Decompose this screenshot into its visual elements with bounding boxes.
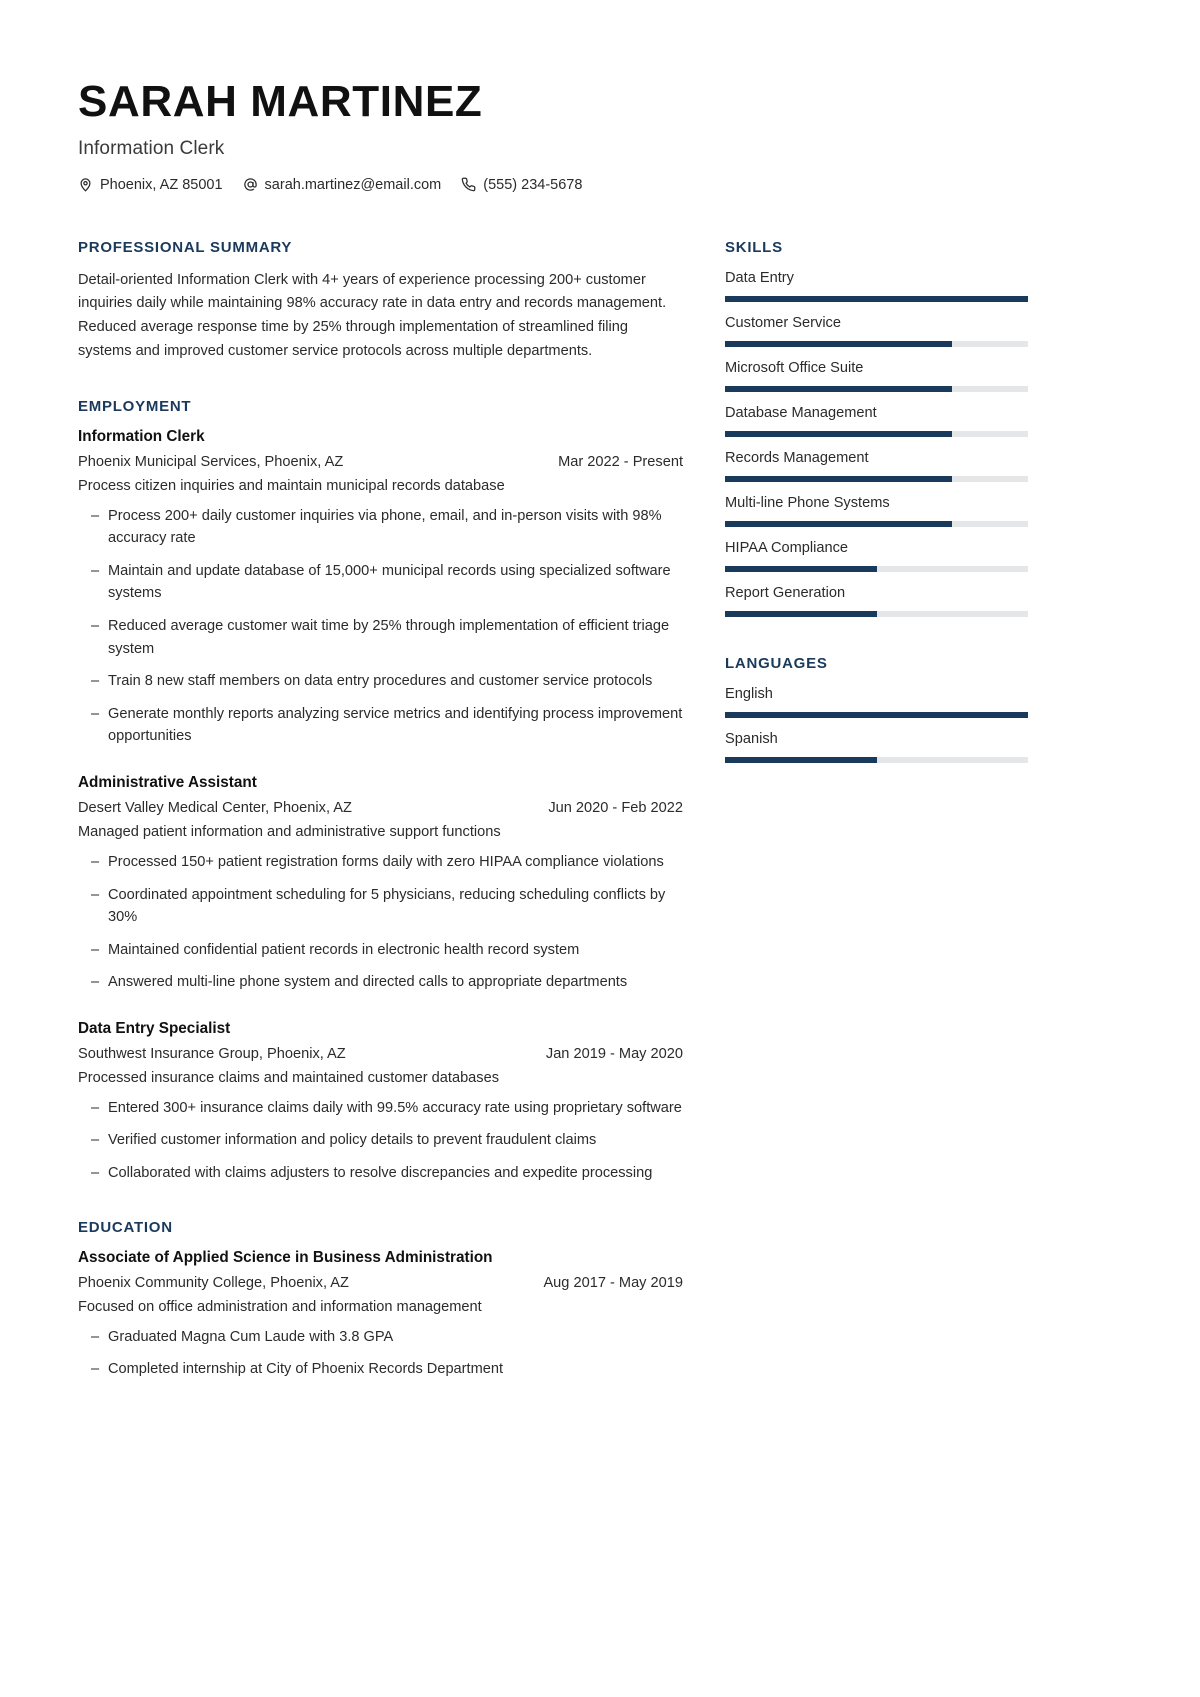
skill-bar-fill bbox=[725, 566, 877, 572]
at-sign-icon bbox=[243, 177, 258, 192]
skill-item bbox=[725, 405, 1028, 437]
employment-entry bbox=[78, 774, 683, 994]
education-entry-bullets bbox=[78, 1326, 683, 1381]
section-heading-summary: PROFESSIONAL SUMMARY bbox=[78, 238, 293, 256]
employment-entry-description: Process citizen inquiries and maintain municipal records database bbox=[78, 477, 505, 494]
section-heading-employment: EMPLOYMENT bbox=[78, 397, 192, 415]
employment-entry-dates: Mar 2022 - Present bbox=[558, 453, 683, 470]
language-label: English bbox=[725, 685, 773, 702]
employment-entry-description: Processed insurance claims and maintained customer databases bbox=[78, 1069, 500, 1086]
skill-label: Data Entry bbox=[725, 269, 794, 286]
list-item: – Maintain and update database of 15,000+ municipal records using specialized software systems bbox=[78, 560, 683, 605]
skill-bar-track bbox=[725, 386, 1028, 392]
skill-bar-fill bbox=[725, 476, 952, 482]
skill-item bbox=[725, 450, 1028, 482]
main-column bbox=[78, 239, 683, 1381]
education-entry-title: Associate of Applied Science in Business Administration bbox=[78, 1248, 493, 1266]
employment-entry bbox=[78, 1020, 683, 1185]
skill-bar-track bbox=[725, 296, 1028, 302]
contact-row bbox=[78, 177, 1028, 193]
list-item: – Train 8 new staff members on data entry procedures and customer service protocols bbox=[78, 670, 683, 693]
skill-item bbox=[725, 315, 1028, 347]
skill-label: Report Generation bbox=[725, 584, 846, 601]
contact-email bbox=[243, 177, 442, 193]
skill-bar-fill bbox=[725, 521, 952, 527]
language-bar-track bbox=[725, 712, 1028, 718]
contact-location bbox=[78, 177, 223, 193]
education-entry-organization: Phoenix Community College, Phoenix, AZ bbox=[78, 1274, 349, 1291]
list-item: – Answered multi-line phone system and directed calls to appropriate departments bbox=[78, 971, 683, 994]
employment-entry-meta bbox=[78, 454, 683, 470]
language-item bbox=[725, 686, 1028, 718]
location-pin-icon bbox=[78, 177, 93, 192]
skill-item bbox=[725, 540, 1028, 572]
contact-phone bbox=[461, 177, 582, 193]
skill-bar-fill bbox=[725, 431, 952, 437]
section-heading-languages: LANGUAGES bbox=[725, 654, 828, 672]
list-item: – Processed 150+ patient registration forms daily with zero HIPAA compliance violations bbox=[78, 851, 683, 874]
language-label: Spanish bbox=[725, 730, 778, 747]
employment-entry-bullets bbox=[78, 1097, 683, 1185]
list-item: – Coordinated appointment scheduling for 5 physicians, reducing scheduling conflicts by 30% bbox=[78, 884, 683, 929]
language-item bbox=[725, 731, 1028, 763]
section-skills bbox=[725, 239, 1028, 617]
language-bar-fill bbox=[725, 712, 1028, 718]
language-bar-track bbox=[725, 757, 1028, 763]
list-item: – Process 200+ daily customer inquiries via phone, email, and in-person visits with 98% accuracy rate bbox=[78, 505, 683, 550]
skill-bar-track bbox=[725, 341, 1028, 347]
skill-bar-track bbox=[725, 431, 1028, 437]
skill-bar-fill bbox=[725, 341, 952, 347]
list-item: – Generate monthly reports analyzing service metrics and identifying process improvement opportunities bbox=[78, 703, 683, 748]
skill-label: Customer Service bbox=[725, 314, 841, 331]
list-item: – Collaborated with claims adjusters to resolve discrepancies and expedite processing bbox=[78, 1162, 683, 1185]
skill-label: Database Management bbox=[725, 404, 877, 421]
employment-entry-title: Data Entry Specialist bbox=[78, 1019, 231, 1037]
phone-icon bbox=[461, 177, 476, 192]
list-item: – Graduated Magna Cum Laude with 3.8 GPA bbox=[78, 1326, 683, 1349]
resume-columns bbox=[78, 239, 1028, 1381]
skill-bar-track bbox=[725, 476, 1028, 482]
skill-label: Records Management bbox=[725, 449, 869, 466]
education-entry-dates: Aug 2017 - May 2019 bbox=[543, 1274, 683, 1291]
skill-bar-fill bbox=[725, 611, 877, 617]
employment-entry-organization: Southwest Insurance Group, Phoenix, AZ bbox=[78, 1045, 346, 1062]
contact-email-text: sarah.martinez@email.com bbox=[264, 176, 442, 193]
employment-entry-organization: Phoenix Municipal Services, Phoenix, AZ bbox=[78, 453, 344, 470]
employment-entry-dates: Jan 2019 - May 2020 bbox=[545, 1045, 683, 1062]
education-entry bbox=[78, 1249, 683, 1381]
skill-label: Multi-line Phone Systems bbox=[725, 494, 890, 511]
skill-bar-fill bbox=[725, 386, 952, 392]
skill-bar-track bbox=[725, 566, 1028, 572]
section-heading-skills: SKILLS bbox=[725, 238, 783, 256]
candidate-job-title: Information Clerk bbox=[78, 137, 225, 159]
skill-item bbox=[725, 495, 1028, 527]
employment-entry bbox=[78, 428, 683, 748]
resume-header bbox=[78, 78, 1028, 193]
employment-entry-title: Information Clerk bbox=[78, 427, 205, 445]
skill-label: HIPAA Compliance bbox=[725, 539, 849, 556]
contact-phone-text: (555) 234-5678 bbox=[483, 176, 583, 193]
employment-entry-title: Administrative Assistant bbox=[78, 774, 257, 792]
summary-text: Detail-oriented Information Clerk with 4+ years of experience processing 200+ customer inquiries daily while maintaining 98% accuracy rate in data entry and records management. Reduced average response time by 25% through implementation of streamlined filing systems and improved customer service protocols across multiple departments. bbox=[78, 271, 667, 359]
language-bar-fill bbox=[725, 757, 877, 763]
employment-entry-meta bbox=[78, 800, 683, 816]
section-employment bbox=[78, 398, 683, 1185]
skill-label: Microsoft Office Suite bbox=[725, 359, 864, 376]
list-item: – Verified customer information and policy details to prevent fraudulent claims bbox=[78, 1129, 683, 1152]
list-item: – Maintained confidential patient records in electronic health record system bbox=[78, 939, 683, 962]
skill-bar-track bbox=[725, 611, 1028, 617]
education-entry-description: Focused on office administration and information management bbox=[78, 1298, 482, 1315]
employment-entry-organization: Desert Valley Medical Center, Phoenix, AZ bbox=[78, 800, 352, 817]
employment-entry-description: Managed patient information and administrative support functions bbox=[78, 824, 501, 841]
section-heading-education: EDUCATION bbox=[78, 1218, 173, 1236]
skill-bar-track bbox=[725, 521, 1028, 527]
section-professional-summary bbox=[78, 239, 683, 364]
skill-item bbox=[725, 585, 1028, 617]
employment-entry-bullets bbox=[78, 505, 683, 748]
education-entry-meta bbox=[78, 1275, 683, 1291]
skill-item bbox=[725, 270, 1028, 302]
list-item: – Completed internship at City of Phoenix Records Department bbox=[78, 1358, 683, 1381]
employment-entry-dates: Jun 2020 - Feb 2022 bbox=[548, 800, 683, 817]
employment-entry-meta bbox=[78, 1046, 683, 1062]
skill-item bbox=[725, 360, 1028, 392]
list-item: – Reduced average customer wait time by 25% through implementation of efficient triage system bbox=[78, 615, 683, 660]
section-languages bbox=[725, 655, 1028, 763]
candidate-name: SARAH MARTINEZ bbox=[78, 77, 483, 126]
list-item: – Entered 300+ insurance claims daily with 99.5% accuracy rate using proprietary software bbox=[78, 1097, 683, 1120]
section-education bbox=[78, 1219, 683, 1381]
contact-location-text: Phoenix, AZ 85001 bbox=[100, 176, 223, 193]
sidebar-column bbox=[725, 239, 1028, 763]
skill-bar-fill bbox=[725, 296, 1028, 302]
employment-entry-bullets bbox=[78, 851, 683, 994]
